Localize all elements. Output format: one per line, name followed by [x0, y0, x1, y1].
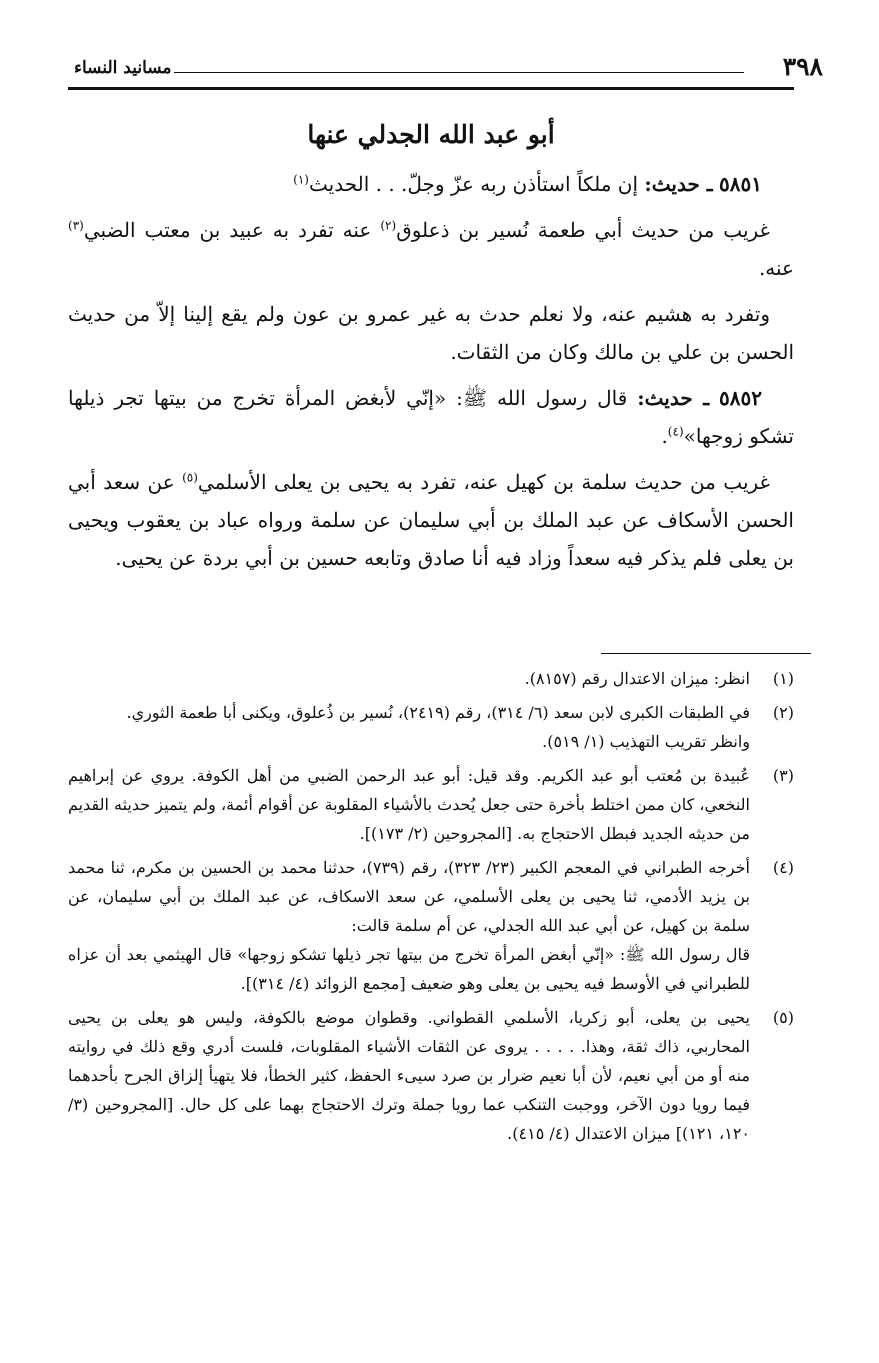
main-text — [68, 165, 794, 585]
footnote — [68, 1003, 794, 1148]
commentary-text: وتفرد به هشيم عنه، ولا نعلم حدث به غير عمرو بن عون ولم يقع إلينا إلاّ من حديث الحسن بن علي بن مالك وكان من الثقات. — [68, 302, 794, 364]
footnote-number: (٥) — [772, 1008, 794, 1027]
footnote-number: (١) — [772, 669, 794, 688]
entry-number: ٥٨٥٢ — [719, 386, 763, 410]
running-title: مسانيد النساء — [74, 58, 172, 78]
footnote-text: انظر: ميزان الاعتدال رقم (٨١٥٧). — [524, 669, 750, 688]
hadith-entry: ٥٨٥٢ ـ حديث: قال رسول الله ﷺ: «إنّي لأبغض المرأة تخرج من بيتها تجر ذيلها تشكو زوجها»$^{(٤)}$. — [68, 386, 794, 448]
footnote-text: عُبيدة بن مُعتب أبو عبد الكريم. وقد قيل: أبو عبد الرحمن الضبي من أهل الكوفة. يروي عن إبراهيم النخعي، كان ممن اختلط بأخرة حتى جعل يُحدث بالأشياء المقلوبة عن أقوام أئمة، ولم يتميز حديثه القديم من حديثه الجديد فبطل الاحتجاج به. [المجروحين (٢/ ١٧٣)]. — [68, 766, 750, 843]
footnote-ref: (٥) — [182, 470, 198, 485]
footnote-ref: (٣) — [68, 218, 84, 233]
commentary-text: عنه تفرد به عبيد بن معتب الضبي — [83, 218, 372, 242]
commentary-text: غريب من حديث سلمة بن كهيل عنه، تفرد به يحيى بن يعلى الأسلمي — [197, 470, 771, 494]
hadith-entry — [68, 165, 794, 203]
footnote-text: يحيى بن يعلى، أبو زكريا، الأسلمي القطواني. وقطوان موضع بالكوفة، وليس هو يعلى بن يحيى المحاربي، ذاك ثقة، وهذا. . . . . يروى عن الثقات الأشياء المقلوبات، فلست أدري وقع ذلك في روايته منه أو من أبي نعيم، لأن أبا نعيم ضرار بن صرد سيىء الحفظ، كثير الخطأ، فلا يتهيأ إلزاق الجرح بأحدهما فيما رويا دون الآخر، ووجبت التنكب عما رويا جملة وترك الاحتجاج بهما على كل حال. [المجروحين (٣/ ١٢٠، ١٢١)] ميزان الاعتدال (٤/ ٤١٥). — [68, 1008, 750, 1143]
header-rule — [68, 87, 794, 90]
page-number: ٣٩٨ — [782, 52, 823, 81]
footnote-number: (٣) — [772, 766, 794, 785]
footnote-separator — [601, 653, 811, 654]
footnote — [68, 761, 794, 848]
entry-label: ـ حديث: — [644, 172, 713, 196]
footnote-ref: (٤) — [667, 424, 684, 439]
footnote — [68, 853, 794, 998]
footnotes — [68, 664, 794, 1153]
commentary-text: عن سعد أبي الحسن الأسكاف عن عبد الملك بن أبي سليمان عن سلمة ورواه عباد بن يعقوب ويحيى بن يعلى فلم يذكر فيه سعداً وزاد فيه أنا صادق وتابعه حسين بن أبي بردة عن يحيى. — [68, 470, 794, 570]
footnote-text: أخرجه الطبراني في المعجم الكبير (٢٣/ ٣٢٣)، رقم (٧٣٩)، حدثنا محمد بن الحسين بن مكرم، ثنا محمد بن يزيد الأدمي، ثنا يحيى بن يعلى الأسلمي، عن سعد الاسكاف، عن عبد الملك بن أبي سليمان، عن سلمة بن كهيل، عن أبي عبد الله الجدلي، عن أم سلمة قالت: — [68, 858, 750, 935]
footnote-text: وانظر تقريب التهذيب (١/ ٥١٩). — [542, 732, 750, 751]
footnote-text: قال رسول الله ﷺ: «إنّي أبغض المرأة تخرج من بيتها تجر ذيلها تشكو زوجها» قال الهيثمي بعد أن عزاه للطبراني في الأوسط فيه يحيى بن يعلى وهو ضعيف [مجمع الزوائد (٤/ ٣١٤)]. — [68, 945, 750, 993]
entry-number: ٥٨٥١ — [719, 172, 762, 196]
commentary-paragraph — [68, 295, 794, 371]
hadith-text: قال رسول الله ﷺ: «إنّي لأبغض المرأة تخرج من بيتها تجر ذيلها تشكو زوجها» — [68, 386, 794, 448]
footnote — [68, 698, 794, 756]
header-dash — [174, 72, 744, 73]
commentary-text: عنه. — [758, 256, 794, 280]
section-heading: أبو عبد الله الجدلي عنها — [307, 120, 555, 149]
commentary-paragraph — [68, 211, 794, 287]
footnote-number: (٤) — [772, 858, 794, 877]
footnote — [68, 664, 794, 693]
entry-label: ـ حديث: — [637, 386, 710, 410]
footnote-text: في الطبقات الكبرى لابن سعد (٦/ ٣١٤)، رقم (٢٤١٩)، نُسير بن ذُعلوق، ويكنى أبا طعمة الثوري. — [126, 703, 750, 722]
footnote-ref: (١) — [293, 172, 309, 187]
commentary-paragraph — [68, 463, 794, 577]
commentary-text: غريب من حديث أبي طعمة نُسير بن ذعلوق — [396, 218, 770, 242]
footnote-ref: (٢) — [380, 218, 397, 233]
hadith-text: إن ملكاً استأذن ربه عزّ وجلّ. . . الحديث — [308, 172, 639, 196]
footnote-number: (٢) — [772, 703, 794, 722]
